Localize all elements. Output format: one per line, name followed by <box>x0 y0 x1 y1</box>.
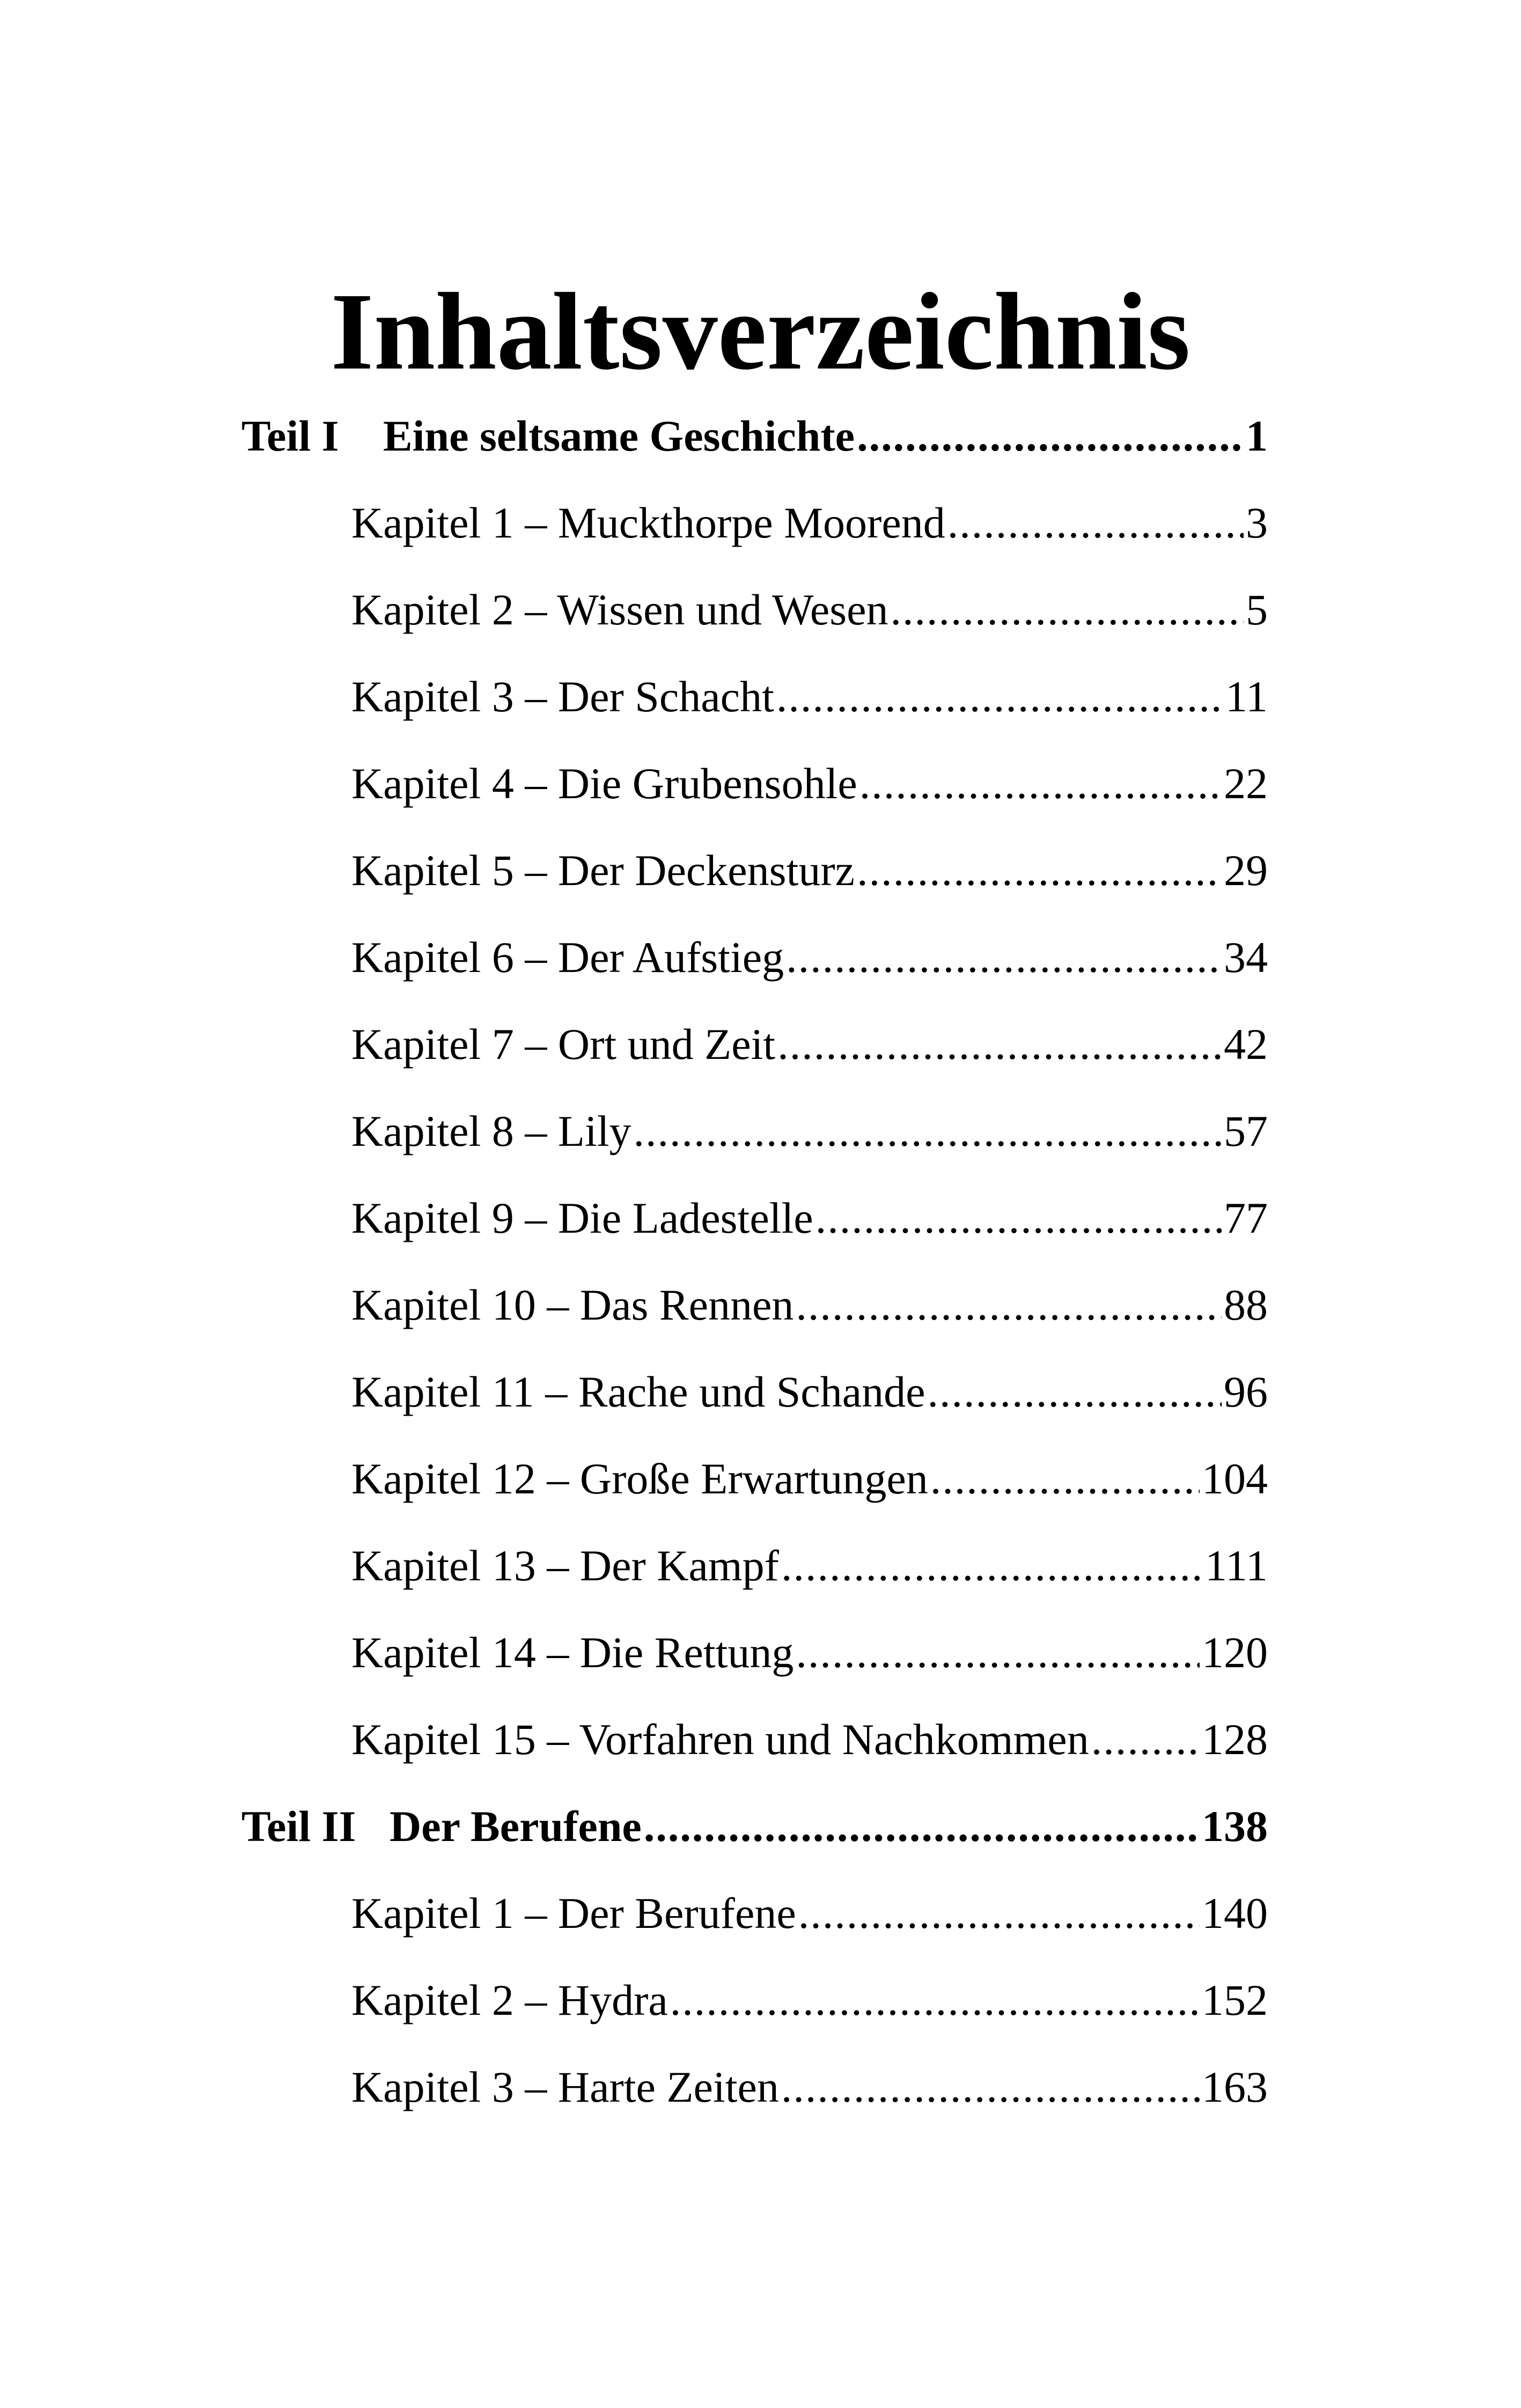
chapter-title: Kapitel 10 – Das Rennen <box>351 1280 794 1329</box>
page-number: 104 <box>1202 1454 1268 1503</box>
dot-leader <box>796 1626 1200 1680</box>
toc-chapter[interactable] <box>241 1001 1268 1088</box>
toc-chapter[interactable] <box>241 1349 1268 1435</box>
chapter-title: Kapitel 13 – Der Kampf <box>351 1541 779 1590</box>
page-number: 22 <box>1224 759 1268 808</box>
page-number: 88 <box>1224 1280 1268 1329</box>
toc-chapter[interactable] <box>241 1696 1268 1783</box>
page-number: 34 <box>1224 933 1268 982</box>
chapter-title: Kapitel 5 – Der Deckensturz <box>351 846 855 895</box>
dot-leader <box>798 1887 1200 1940</box>
chapter-title: Kapitel 3 – Harte Zeiten <box>351 2063 779 2111</box>
chapter-title: Kapitel 9 – Die Ladestelle <box>351 1194 813 1242</box>
toc-chapter[interactable] <box>241 1522 1268 1609</box>
dot-leader <box>781 1539 1203 1593</box>
page-number: 77 <box>1224 1194 1268 1242</box>
chapter-title: Kapitel 3 – Der Schacht <box>351 672 774 721</box>
toc-chapter[interactable] <box>241 1262 1268 1349</box>
dot-leader <box>781 2060 1200 2114</box>
toc-chapter[interactable] <box>241 1870 1268 1957</box>
part-label: Teil II <box>241 1802 356 1851</box>
page-number: 57 <box>1224 1107 1268 1155</box>
dot-leader <box>857 844 1222 897</box>
page-number: 96 <box>1224 1367 1268 1416</box>
page-number: 5 <box>1246 585 1268 634</box>
chapter-title: Kapitel 15 – Vorfahren und Nachkommen <box>351 1715 1089 1764</box>
toc-chapter[interactable] <box>241 1435 1268 1522</box>
page-number: 120 <box>1202 1628 1268 1677</box>
toc-part-2[interactable] <box>241 1783 1268 1870</box>
toc-chapter[interactable] <box>241 1957 1268 2044</box>
part-title: Der Berufene <box>390 1802 642 1851</box>
dot-leader <box>859 757 1222 811</box>
part-label: Teil I <box>241 411 339 460</box>
page-number: 152 <box>1202 1976 1268 2024</box>
dot-leader <box>891 583 1244 637</box>
dot-leader <box>796 1278 1222 1332</box>
dot-leader <box>776 670 1223 724</box>
dot-leader <box>815 1191 1222 1245</box>
dot-leader <box>947 496 1244 550</box>
chapter-title: Kapitel 1 – Der Berufene <box>351 1889 796 1938</box>
page-number: 42 <box>1224 1020 1268 1069</box>
toc-chapter[interactable] <box>241 1088 1268 1175</box>
toc-chapter[interactable] <box>241 653 1268 740</box>
chapter-title: Kapitel 4 – Die Grubensohle <box>351 759 857 808</box>
page-number: 3 <box>1246 498 1268 547</box>
toc-chapter[interactable] <box>241 480 1268 566</box>
toc-chapter[interactable] <box>241 827 1268 914</box>
chapter-title: Kapitel 12 – Große Erwartungen <box>351 1454 928 1503</box>
dot-leader <box>634 1104 1222 1158</box>
chapter-title: Kapitel 14 – Die Rettung <box>351 1628 794 1677</box>
toc-chapter[interactable] <box>241 1609 1268 1696</box>
chapter-title: Kapitel 2 – Hydra <box>351 1976 668 2024</box>
toc-chapter[interactable] <box>241 566 1268 653</box>
dot-leader <box>930 1452 1200 1506</box>
toc-part-1[interactable] <box>241 393 1268 480</box>
page-number: 29 <box>1224 846 1268 895</box>
table-of-contents <box>241 393 1268 2131</box>
part-title: Eine seltsame Geschichte <box>383 411 855 460</box>
chapter-title: Kapitel 7 – Ort und Zeit <box>351 1020 776 1069</box>
dot-leader <box>927 1365 1222 1419</box>
chapter-title: Kapitel 1 – Muckthorpe Moorend <box>351 498 945 547</box>
chapter-title: Kapitel 6 – Der Aufstieg <box>351 933 784 982</box>
page-number: 11 <box>1225 672 1268 721</box>
dot-leader <box>644 1800 1200 1853</box>
page-number: 1 <box>1246 411 1268 460</box>
toc-chapter[interactable] <box>241 1175 1268 1262</box>
toc-chapter[interactable] <box>241 914 1268 1001</box>
page-number: 163 <box>1202 2063 1268 2111</box>
page-number: 138 <box>1202 1802 1268 1851</box>
chapter-title: Kapitel 11 – Rache und Schande <box>351 1367 925 1416</box>
page-number: 128 <box>1202 1715 1268 1764</box>
dot-leader <box>777 1018 1222 1071</box>
dot-leader <box>670 1973 1200 2027</box>
toc-chapter[interactable] <box>241 740 1268 827</box>
page-number: 111 <box>1205 1541 1268 1590</box>
page-number: 140 <box>1202 1889 1268 1938</box>
chapter-title: Kapitel 8 – Lily <box>351 1107 631 1155</box>
dot-leader <box>857 409 1244 463</box>
dot-leader <box>1091 1713 1200 1766</box>
page-title: Inhaltsverzeichnis <box>330 270 1191 393</box>
chapter-title: Kapitel 2 – Wissen und Wesen <box>351 585 888 634</box>
dot-leader <box>786 931 1222 984</box>
toc-chapter[interactable] <box>241 2044 1268 2131</box>
